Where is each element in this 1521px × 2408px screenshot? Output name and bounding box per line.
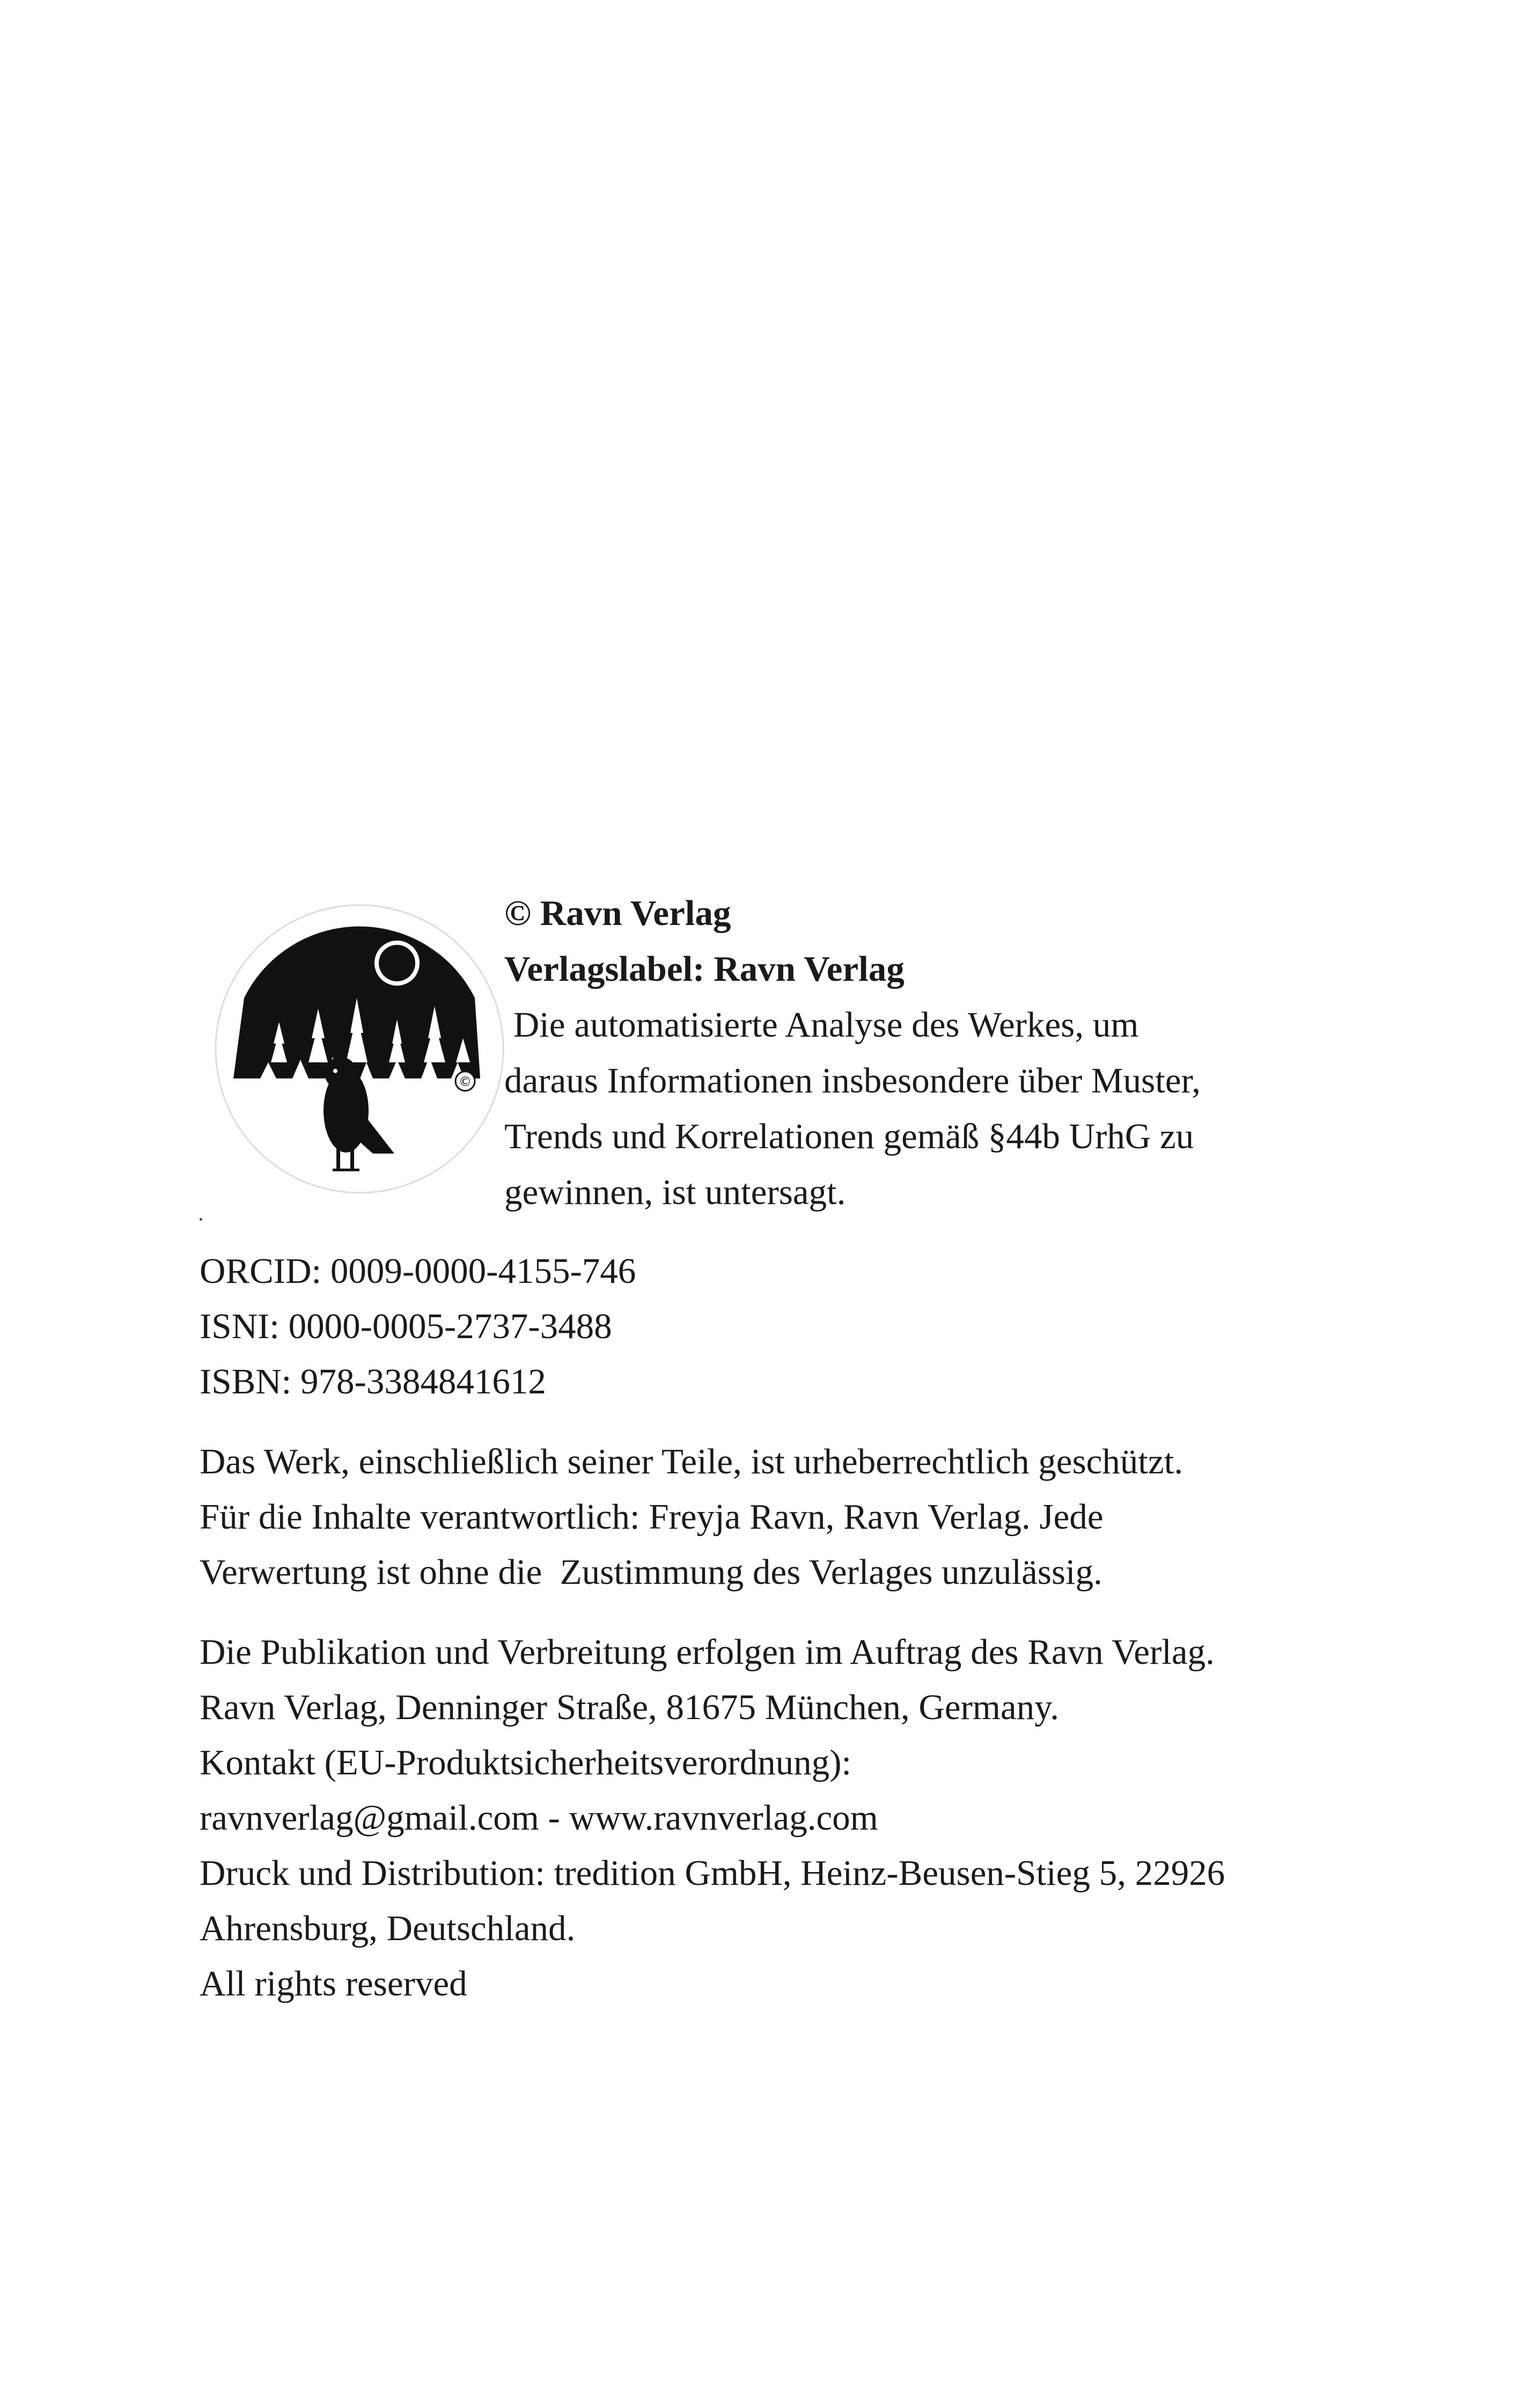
rights-line-1: Das Werk, einschließlich seiner Teile, ist urheberrechtlich geschützt. [200,1442,1184,1481]
tdm-notice-line-3: Trends und Korrelationen gemäß §44b UrhG zu [504,1117,1194,1156]
publisher-address-line: Ravn Verlag, Denninger Straße, 81675 München, Germany. [200,1687,1060,1727]
publisher-label-line: Verlagslabel: Ravn Verlag [504,949,905,989]
rights-line-2: Für die Inhalte verantwortlich: Freyja Ravn, Ravn Verlag. Jede [200,1497,1104,1537]
printer-line-2: Ahrensburg, Deutschland. [200,1908,576,1948]
publication-block [200,1625,1380,2011]
printer-line-1: Druck und Distribution: tredition GmbH, Heinz-Beusen-Stieg 5, 22926 [200,1853,1225,1893]
logo-copyright-badge: © [459,1074,472,1089]
publisher-logo-icon [212,901,507,1196]
imprint-body [200,1244,1380,2011]
stray-dot [200,1218,202,1221]
isbn-line: ISBN: 978-3384841612 [200,1362,546,1401]
contact-email-web-line: ravnverlag@gmail.com - www.ravnverlag.com [200,1798,878,1838]
tdm-notice-line-4: gewinnen, ist untersagt. [504,1172,846,1212]
copyright-line: © Ravn Verlag [504,893,731,933]
tdm-notice-line-1: Die automatisierte Analyse des Werkes, um [504,1005,1139,1045]
rights-line-3: Verwertung ist ohne die Zustimmung des Verlages unzulässig. [200,1552,1103,1592]
all-rights-reserved-line: All rights reserved [200,1964,467,2003]
tdm-notice-line-2: daraus Informationen insbesondere über Muster, [504,1061,1201,1100]
identifiers-block [200,1244,1380,1409]
imprint-header [504,885,1416,1220]
contact-heading-line: Kontakt (EU-Produktsicherheitsverordnung): [200,1743,852,1782]
rights-block [200,1434,1380,1600]
isni-line: ISNI: 0000-0005-2737-3488 [200,1306,612,1346]
orcid-line: ORCID: 0009-0000-4155-746 [200,1251,636,1291]
publication-line-1: Die Publikation und Verbreitung erfolgen im Auftrag des Ravn Verlag. [200,1632,1215,1672]
